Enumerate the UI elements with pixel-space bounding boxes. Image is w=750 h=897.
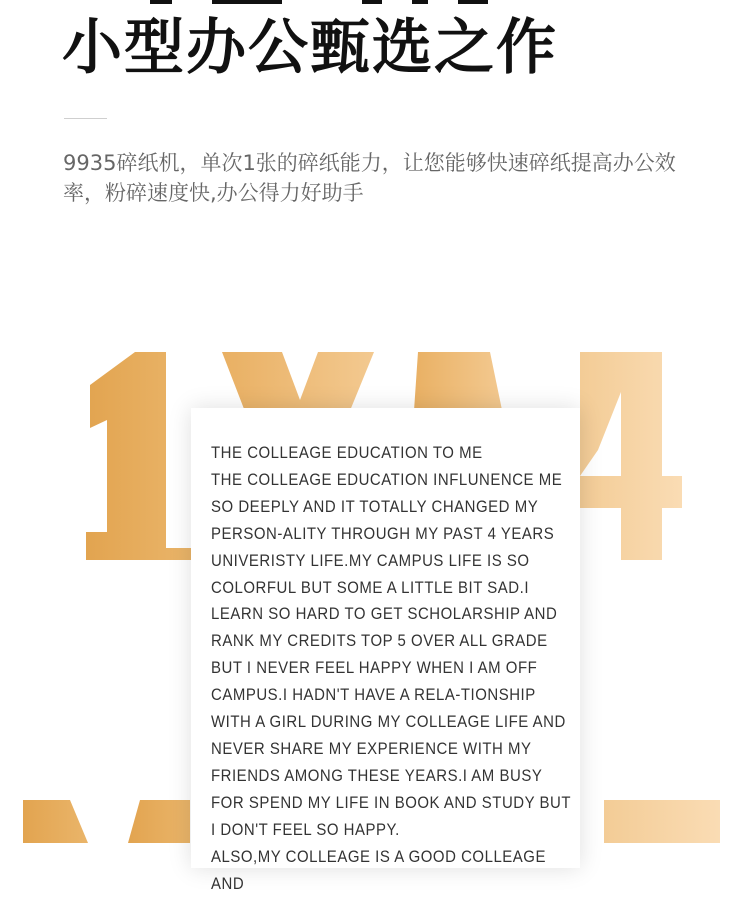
card-body: THE COLLEAGE EDUCATION INFLUNENCE ME SO DEEPLY AND IT TOTALLY CHANGED MY PERSON-ALITY THROUGH MY PAST 4 YEARS UNIVERISTY LIFE.MY CAMPUS LIFE IS SO COLORFUL BUT SOME A LITTLE BIT SAD.I LEARN SO HARD TO GET SCHOLARSHIP AND RANK MY CREDITS TOP 5 OVER ALL GRADE BUT I NEVER FEEL HAPPY WHEN I AM OFF CAMPUS.I HADN'T HAVE A RELA-TIONSHIP WITH A GIRL DURING MY COLLEAGE LIFE AND NEVER SHARE MY EXPERIENCE WITH MY FRIENDS AMONG THESE YEARS.I AM BUSY FOR SPEND MY LIFE IN BOOK AND STUDY BUT I DON'T FEEL SO HAPPY. [211,469,571,839]
card-tail: ALSO,MY COLLEAGE IS A GOOD COLLEAGE AND [211,846,546,893]
card-title: THE COLLEAGE EDUCATION TO ME [211,443,483,462]
cropped-heading-fragment [62,0,702,4]
bottom-mid-shape [128,800,190,843]
bottom-left-shape [23,800,88,843]
product-description: 9935碎纸机，单次1张的碎纸能力，让您能够快速碎纸提高办公效率，粉碎速度快,办公得力好助手 [63,151,676,205]
divider [64,118,107,119]
glyph-one [86,352,193,560]
page-title: 小型办公甄选之作 [62,13,558,83]
glyph-four [580,352,682,560]
bottom-right-shape [604,800,720,843]
card-text [211,440,572,897]
